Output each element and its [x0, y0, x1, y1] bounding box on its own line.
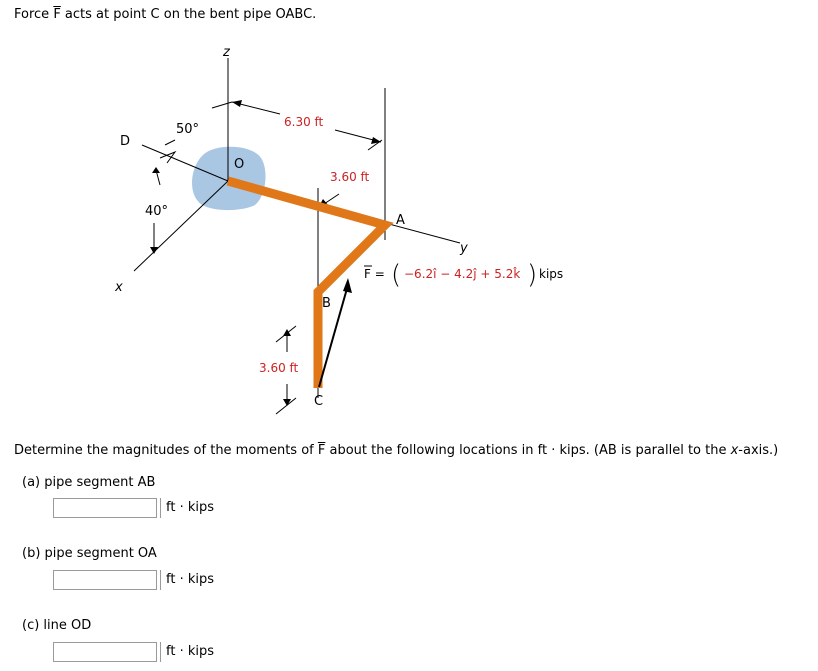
part-a-unit: ft · kips [160, 498, 214, 518]
point-b-label: B [322, 296, 331, 311]
force-paren-open: ( [391, 260, 402, 290]
y-axis-label: y [460, 241, 468, 256]
x-axis-label: x [115, 280, 123, 295]
angle-50-label: 50° [176, 122, 200, 137]
force-lhs: F = [364, 267, 385, 281]
part-b-answer-input[interactable] [53, 570, 157, 590]
part-c-label: (c) line OD [22, 618, 92, 633]
force-vector-symbol: $\overline{F}$ [53, 7, 61, 22]
part-a-answer-input[interactable] [53, 498, 157, 518]
part-c-answer-input[interactable] [53, 642, 157, 662]
part-a-label: (a) pipe segment AB [22, 475, 156, 490]
x-axis [134, 181, 228, 271]
point-o-label: O [234, 157, 245, 172]
question-text: Determine the magnitudes of the moments of $\overline{F}$ about the following locations in ft · kips. (AB is parallel to the x-axis.) [14, 443, 779, 458]
z-axis-label: z [223, 45, 230, 60]
force-value: −6.2î − 4.2ĵ + 5.2k̂ [404, 267, 521, 281]
dim-oa-label: 6.30 ft [284, 115, 324, 129]
part-b-unit: ft · kips [160, 570, 214, 590]
prompt-text-1: Force [14, 7, 54, 22]
part-b-label: (b) pipe segment OA [22, 546, 157, 561]
point-c-label: C [314, 394, 324, 409]
point-a-label: A [396, 213, 405, 228]
force-paren-close: ) [527, 260, 538, 290]
dim-ab-label: 3.60 ft [330, 170, 370, 184]
angle-40-label: 40° [145, 204, 169, 219]
dim-bc-label: 3.60 ft [259, 361, 299, 375]
part-c-unit: ft · kips [160, 642, 214, 662]
bent-pipe [228, 181, 385, 388]
prompt-text-2: acts at point C on the bent pipe OABC. [60, 7, 317, 22]
point-d-label: D [120, 134, 131, 149]
force-unit: kips [539, 267, 564, 281]
